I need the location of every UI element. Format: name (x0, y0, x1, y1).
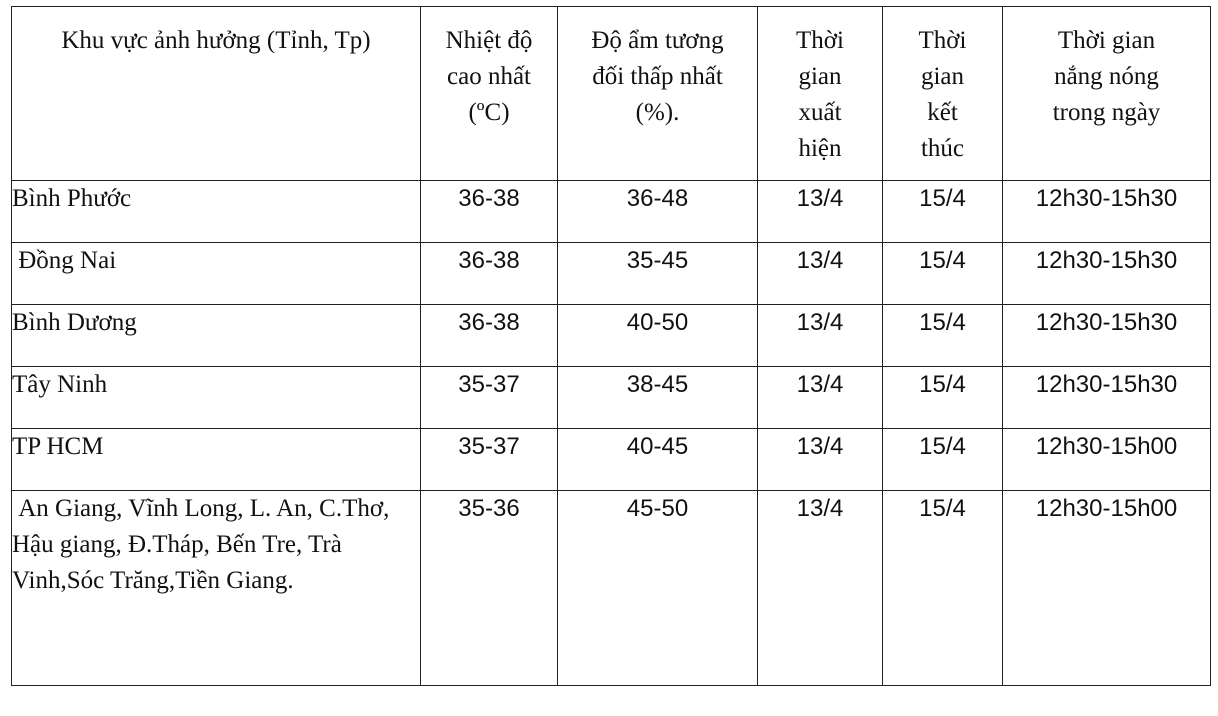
cell-hours: 12h30-15h00 (1003, 491, 1211, 686)
header-start-time: Thời gian xuất hiện (758, 7, 883, 181)
cell-humidity: 45-50 (558, 491, 758, 686)
cell-start: 13/4 (758, 305, 883, 367)
cell-hours: 12h30-15h30 (1003, 243, 1211, 305)
header-area: Khu vực ảnh hưởng (Tỉnh, Tp) (12, 7, 421, 181)
cell-humidity: 38-45 (558, 367, 758, 429)
table-row (12, 491, 1211, 686)
cell-hours: 12h30-15h30 (1003, 181, 1211, 243)
cell-area: TP HCM (12, 429, 421, 491)
cell-start: 13/4 (758, 491, 883, 686)
cell-hours: 12h30-15h30 (1003, 305, 1211, 367)
cell-humidity: 36-48 (558, 181, 758, 243)
heat-wave-table (11, 6, 1211, 686)
cell-hours: 12h30-15h00 (1003, 429, 1211, 491)
header-min-humidity: Độ ẩm tương đối thấp nhất (%). (558, 7, 758, 181)
cell-area: An Giang, Vĩnh Long, L. An, C.Thơ, Hậu giang, Đ.Tháp, Bến Tre, Trà Vinh,Sóc Trăng,Tiền Giang. (12, 491, 421, 686)
cell-temp: 36-38 (421, 181, 558, 243)
cell-end: 15/4 (883, 181, 1003, 243)
header-end-time: Thời gian kết thúc (883, 7, 1003, 181)
cell-end: 15/4 (883, 243, 1003, 305)
cell-area: Bình Phước (12, 181, 421, 243)
cell-end: 15/4 (883, 429, 1003, 491)
cell-temp: 35-37 (421, 429, 558, 491)
cell-humidity: 40-50 (558, 305, 758, 367)
cell-area: Đồng Nai (12, 243, 421, 305)
cell-start: 13/4 (758, 367, 883, 429)
cell-end: 15/4 (883, 367, 1003, 429)
header-row (12, 7, 1211, 181)
cell-end: 15/4 (883, 491, 1003, 686)
cell-start: 13/4 (758, 243, 883, 305)
table-row (12, 367, 1211, 429)
cell-temp: 35-36 (421, 491, 558, 686)
cell-temp: 36-38 (421, 305, 558, 367)
cell-start: 13/4 (758, 429, 883, 491)
header-daily-hours: Thời gian nắng nóng trong ngày (1003, 7, 1211, 181)
cell-temp: 35-37 (421, 367, 558, 429)
cell-hours: 12h30-15h30 (1003, 367, 1211, 429)
cell-start: 13/4 (758, 181, 883, 243)
table-row (12, 181, 1211, 243)
cell-area: Tây Ninh (12, 367, 421, 429)
table-row (12, 305, 1211, 367)
cell-temp: 36-38 (421, 243, 558, 305)
table-row (12, 243, 1211, 305)
cell-humidity: 40-45 (558, 429, 758, 491)
cell-area: Bình Dương (12, 305, 421, 367)
cell-end: 15/4 (883, 305, 1003, 367)
table-row (12, 429, 1211, 491)
header-max-temp: Nhiệt độ cao nhất (ºC) (421, 7, 558, 181)
cell-humidity: 35-45 (558, 243, 758, 305)
